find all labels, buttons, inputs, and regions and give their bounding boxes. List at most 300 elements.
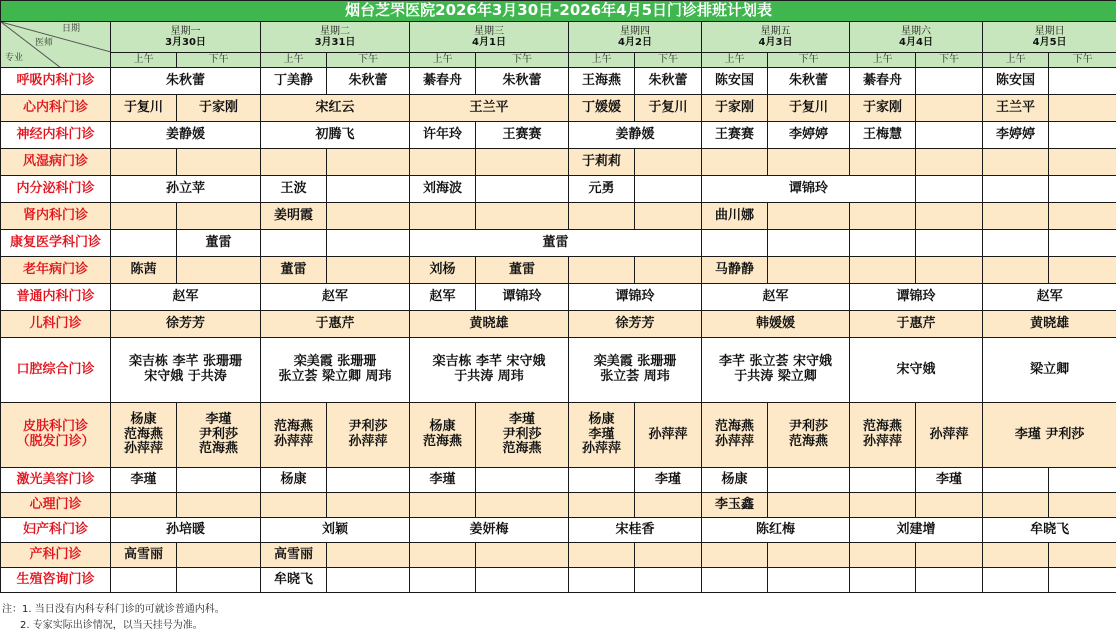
doctor-name-line: 范海燕: [422, 434, 462, 449]
doctor-name-line: 范海燕: [198, 441, 238, 457]
table-row: [1, 257, 1116, 284]
schedule-cell: [111, 149, 177, 176]
schedule-cell: 朱秋蕾: [111, 68, 261, 95]
schedule-cell: [410, 203, 476, 230]
schedule-cell: [916, 68, 983, 95]
schedule-cell: [410, 338, 569, 403]
schedule-cell: 孙培暖: [111, 518, 261, 543]
doctor-name-line: 李瑾: [588, 426, 615, 442]
schedule-cell: 宋红云: [261, 95, 410, 122]
table-row: [1, 203, 1116, 230]
schedule-cell: [768, 403, 850, 468]
corner-doctor-label: 医师: [35, 38, 54, 48]
schedule-cell: 刘建增: [850, 518, 983, 543]
day-header: [983, 22, 1116, 53]
schedule-cell: 曲川娜: [702, 203, 768, 230]
schedule-cell: 于家刚: [177, 95, 261, 122]
table-row: [1, 543, 1116, 568]
schedule-cell: [476, 568, 569, 593]
schedule-cell: [850, 203, 916, 230]
schedule-cell: [111, 338, 261, 403]
department-label: 激光美容门诊: [1, 468, 111, 493]
day-header: [261, 22, 410, 53]
schedule-cell: [702, 543, 768, 568]
schedule-cell: [1049, 493, 1116, 518]
doctor-name-line: 李瑾: [205, 411, 232, 427]
schedule-cell: [983, 568, 1049, 593]
schedule-cell: [916, 176, 983, 203]
schedule-cell: [702, 338, 850, 403]
schedule-cell: [177, 403, 261, 468]
schedule-cell: 陈安国: [702, 68, 768, 95]
schedule-cell: 李婷婷: [768, 122, 850, 149]
schedule-cell: [327, 468, 410, 493]
schedule-cell: 王梅慧: [850, 122, 916, 149]
afternoon-header: 下午: [177, 53, 261, 68]
doctor-name-line: 范海燕: [123, 426, 163, 442]
doctor-name-line: 孙萍萍: [273, 434, 313, 449]
schedule-cell: 李瑾: [111, 468, 177, 493]
schedule-cell: [916, 203, 983, 230]
schedule-cell: [177, 468, 261, 493]
doctor-name-line: 孙萍萍: [348, 434, 388, 449]
date-label: 4月3日: [758, 37, 793, 48]
schedule-cell: [983, 468, 1049, 493]
day-header: [850, 22, 983, 53]
doctor-name-line: 范海燕: [862, 419, 902, 435]
schedule-cell: [850, 257, 916, 284]
schedule-cell: [768, 568, 850, 593]
department-label-line: 皮肤科门诊: [22, 419, 88, 435]
department-label: [1, 403, 111, 468]
doctor-name-line: 范海燕: [788, 434, 828, 449]
doctor-name-line: 栾美霞 张珊珊: [293, 354, 377, 370]
schedule-cell: 李瑾: [635, 468, 702, 493]
weekday-label: 星期一: [170, 25, 201, 37]
schedule-cell: [702, 403, 768, 468]
department-label: 儿科门诊: [1, 311, 111, 338]
page-title: 烟台芝罘医院2026年3月30日-2026年4月5日门诊排班计划表: [1, 1, 1116, 22]
table-row: [1, 122, 1116, 149]
schedule-cell: [1049, 176, 1116, 203]
schedule-cell: [850, 543, 916, 568]
schedule-cell: [1049, 543, 1116, 568]
schedule-cell: 赵军: [983, 284, 1116, 311]
afternoon-header: 下午: [1049, 53, 1116, 68]
schedule-cell: [635, 176, 702, 203]
doctor-name-line: 孙萍萍: [581, 441, 621, 457]
schedule-cell: 于家刚: [702, 95, 768, 122]
doctor-name-line: 栾美霞 张珊珊: [593, 354, 677, 370]
morning-header: 上午: [261, 53, 327, 68]
schedule-cell: [916, 568, 983, 593]
schedule-cell: [768, 257, 850, 284]
day-header: [702, 22, 850, 53]
doctor-name-line: 栾吉栋 李芊 宋守娥: [432, 354, 546, 370]
schedule-cell: 于惠芹: [261, 311, 410, 338]
schedule-cell: 杨康: [702, 468, 768, 493]
date-label: 3月30日: [165, 37, 206, 48]
schedule-cell: 谭锦玲: [569, 284, 702, 311]
schedule-cell: 元勇: [569, 176, 635, 203]
weekday-label: 星期日: [1034, 25, 1065, 37]
department-label-line: （脱发门诊）: [16, 434, 95, 449]
date-label: 4月1日: [472, 37, 506, 48]
doctor-name-line: 宋守娥 于共涛: [144, 369, 227, 384]
afternoon-header: 下午: [768, 53, 850, 68]
doctor-name-line: 李瑾 尹利莎: [1014, 426, 1085, 442]
department-label: 神经内科门诊: [1, 122, 111, 149]
schedule-cell: [850, 468, 916, 493]
schedule-cell: [476, 149, 569, 176]
schedule-cell: [476, 203, 569, 230]
morning-header: 上午: [702, 53, 768, 68]
schedule-cell: [850, 493, 916, 518]
afternoon-header: 下午: [916, 53, 983, 68]
schedule-cell: [327, 203, 410, 230]
schedule-cell: [261, 338, 410, 403]
schedule-cell: [850, 568, 916, 593]
doctor-name-line: 范海燕: [714, 419, 754, 435]
table-row: [1, 493, 1116, 518]
doctor-name-line: 张立荟 梁立卿 周玮: [278, 369, 392, 384]
schedule-cell: [916, 122, 983, 149]
doctor-name-line: 孙萍萍: [714, 434, 754, 449]
schedule-cell: 陈红梅: [702, 518, 850, 543]
schedule-cell: [916, 493, 983, 518]
schedule-cell: [1049, 568, 1116, 593]
doctor-name-line: 栾吉栋 李芊 张珊珊: [128, 354, 243, 370]
schedule-cell: [327, 230, 410, 257]
table-row: [1, 468, 1116, 493]
schedule-cell: 丁美静: [261, 68, 327, 95]
schedule-cell: 于复川: [111, 95, 177, 122]
footnote-1: 注：1. 当日没有内科专科门诊的可就诊普通内科。: [2, 604, 225, 615]
morning-header: 上午: [111, 53, 177, 68]
schedule-cell: [635, 149, 702, 176]
schedule-cell: [327, 257, 410, 284]
schedule-cell: [327, 149, 410, 176]
department-label: 产科门诊: [1, 543, 111, 568]
corner-specialty-label: 专业: [5, 53, 24, 63]
schedule-cell: [1049, 203, 1116, 230]
table-row: [1, 230, 1116, 257]
schedule-cell: [983, 257, 1049, 284]
department-label: 肾内科门诊: [1, 203, 111, 230]
schedule-cell: [177, 149, 261, 176]
schedule-cell: [261, 149, 327, 176]
schedule-cell: [983, 338, 1116, 403]
department-label: 口腔综合门诊: [1, 338, 111, 403]
schedule-cell: 李瑾: [916, 468, 983, 493]
afternoon-header: 下午: [476, 53, 569, 68]
schedule-cell: 董雷: [177, 230, 261, 257]
schedule-cell: [476, 543, 569, 568]
schedule-cell: [410, 493, 476, 518]
doctor-name-line: 尹利莎: [788, 419, 828, 435]
department-label: 呼吸内科门诊: [1, 68, 111, 95]
table-row: [1, 176, 1116, 203]
schedule-cell: 于莉莉: [569, 149, 635, 176]
date-label: 4月2日: [618, 37, 652, 48]
department-label: 老年病门诊: [1, 257, 111, 284]
schedule-cell: [635, 203, 702, 230]
schedule-cell: 马静静: [702, 257, 768, 284]
schedule-cell: [476, 176, 569, 203]
schedule-cell: 杨康: [261, 468, 327, 493]
schedule-cell: 朱秋蕾: [768, 68, 850, 95]
schedule-cell: [1049, 68, 1116, 95]
doctor-name-line: 梁立卿: [1030, 361, 1070, 377]
department-label: 心内科门诊: [1, 95, 111, 122]
day-header: [410, 22, 569, 53]
weekday-label: 星期六: [901, 25, 931, 37]
department-label: 内分泌科门诊: [1, 176, 111, 203]
schedule-cell: [850, 403, 916, 468]
schedule-cell: [327, 493, 410, 518]
schedule-cell: [177, 257, 261, 284]
schedule-cell: 董雷: [261, 257, 327, 284]
schedule-cell: [983, 493, 1049, 518]
schedule-cell: [569, 568, 635, 593]
morning-header: 上午: [410, 53, 476, 68]
schedule-cell: [1049, 230, 1116, 257]
schedule-cell: [177, 543, 261, 568]
doctor-name-line: 尹利莎: [198, 426, 238, 442]
schedule-cell: 于家刚: [850, 95, 916, 122]
schedule-cell: [410, 543, 476, 568]
table-row: [1, 95, 1116, 122]
schedule-cell: 徐芳芳: [111, 311, 261, 338]
doctor-name-line: 孙萍萍: [929, 426, 969, 442]
schedule-cell: 姜静媛: [111, 122, 261, 149]
schedule-cell: 姜明霞: [261, 203, 327, 230]
schedule-cell: [702, 568, 768, 593]
doctor-name-line: 范海燕: [273, 419, 313, 435]
schedule-cell: 于复川: [635, 95, 702, 122]
doctor-name-line: 范海燕: [502, 441, 542, 457]
weekday-label: 星期二: [320, 25, 350, 37]
morning-header: 上午: [850, 53, 916, 68]
schedule-cell: [768, 493, 850, 518]
schedule-cell: 刘颖: [261, 518, 410, 543]
schedule-cell: [111, 568, 177, 593]
schedule-cell: [569, 203, 635, 230]
schedule-cell: 王波: [261, 176, 327, 203]
date-label: 4月5日: [1032, 37, 1067, 48]
schedule-cell: [111, 493, 177, 518]
day-header: [569, 22, 702, 53]
schedule-cell: [916, 403, 983, 468]
schedule-cell: [111, 203, 177, 230]
table-row: [1, 518, 1116, 543]
schedule-cell: [327, 543, 410, 568]
doctor-name-line: 李瑾: [508, 411, 535, 427]
corner-date-label: 日期: [61, 24, 80, 34]
schedule-cell: 初腾飞: [261, 122, 410, 149]
schedule-cell: 王海燕: [569, 68, 635, 95]
schedule-cell: [410, 149, 476, 176]
schedule-cell: [410, 403, 476, 468]
schedule-cell: [635, 493, 702, 518]
table-row: [1, 68, 1116, 95]
department-label: 妇产科门诊: [1, 518, 111, 543]
table-row: [1, 284, 1116, 311]
doctor-name-line: 于共涛 周玮: [454, 369, 524, 384]
schedule-cell: 孙立苹: [111, 176, 261, 203]
schedule-cell: [702, 230, 768, 257]
weekday-label: 星期四: [620, 25, 650, 37]
schedule-cell: 李玉鑫: [702, 493, 768, 518]
doctor-name-line: 杨康: [429, 419, 456, 435]
schedule-cell: [1049, 468, 1116, 493]
schedule-cell: [476, 403, 569, 468]
schedule-cell: [261, 493, 327, 518]
schedule-cell: 朱秋蕾: [327, 68, 410, 95]
schedule-cell: [476, 468, 569, 493]
department-label: 风湿病门诊: [1, 149, 111, 176]
schedule-cell: [177, 568, 261, 593]
schedule-cell: [768, 149, 850, 176]
schedule-cell: [635, 568, 702, 593]
schedule-cell: [569, 257, 635, 284]
schedule-cell: 高雪丽: [261, 543, 327, 568]
doctor-name-line: 孙萍萍: [648, 426, 688, 442]
schedule-cell: 于复川: [768, 95, 850, 122]
schedule-cell: [916, 257, 983, 284]
schedule-cell: [983, 176, 1049, 203]
doctor-name-line: 孙萍萍: [123, 441, 163, 457]
schedule-cell: [850, 149, 916, 176]
schedule-cell: [177, 493, 261, 518]
schedule-cell: 朱秋蕾: [635, 68, 702, 95]
schedule-cell: [569, 493, 635, 518]
footnotes: [2, 602, 225, 634]
schedule-cell: [111, 403, 177, 468]
table-row: [1, 568, 1116, 593]
schedule-cell: [916, 149, 983, 176]
schedule-cell: 赵军: [111, 284, 261, 311]
schedule-cell: [1049, 122, 1116, 149]
footnote-2: 2. 专家实际出诊情况，以当天挂号为准。: [20, 620, 203, 631]
schedule-cell: 谭锦玲: [476, 284, 569, 311]
morning-header: 上午: [569, 53, 635, 68]
schedule-cell: [410, 568, 476, 593]
schedule-cell: 王兰平: [983, 95, 1049, 122]
table-row: [1, 403, 1116, 468]
doctor-name-line: 孙萍萍: [862, 434, 902, 449]
schedule-cell: [1049, 257, 1116, 284]
schedule-cell: [635, 543, 702, 568]
schedule-cell: [327, 176, 410, 203]
schedule-cell: 姜静媛: [569, 122, 702, 149]
schedule-cell: [569, 338, 702, 403]
afternoon-header: 下午: [635, 53, 702, 68]
weekday-label: 星期三: [474, 25, 504, 37]
schedule-cell: [983, 403, 1116, 468]
schedule-cell: [635, 403, 702, 468]
morning-header: 上午: [983, 53, 1049, 68]
department-label: 生殖咨询门诊: [1, 568, 111, 593]
schedule-cell: 李瑾: [410, 468, 476, 493]
schedule-cell: 姜妍梅: [410, 518, 569, 543]
schedule-cell: 高雪丽: [111, 543, 177, 568]
schedule-cell: 于惠芹: [850, 311, 983, 338]
schedule-cell: [569, 543, 635, 568]
schedule-cell: [702, 149, 768, 176]
doctor-name-line: 尹利莎: [502, 426, 542, 442]
schedule-cell: [261, 230, 327, 257]
schedule-cell: [916, 543, 983, 568]
schedule-cell: [850, 338, 983, 403]
doctor-name-line: 宋守娥: [896, 361, 936, 377]
schedule-cell: [327, 403, 410, 468]
schedule-cell: 徐芳芳: [569, 311, 702, 338]
schedule-cell: [983, 203, 1049, 230]
schedule-cell: 董雷: [410, 230, 702, 257]
schedule-cell: 王赛赛: [476, 122, 569, 149]
department-label: 普通内科门诊: [1, 284, 111, 311]
doctor-name-line: 杨康: [130, 411, 157, 427]
schedule-cell: 牟晓飞: [261, 568, 327, 593]
schedule-cell: [916, 230, 983, 257]
schedule-cell: [569, 468, 635, 493]
schedule-cell: 谭锦玲: [850, 284, 983, 311]
doctor-name-line: 杨康: [588, 411, 615, 427]
schedule-cell: 赵军: [702, 284, 850, 311]
schedule-cell: [983, 230, 1049, 257]
schedule-cell: 陈安国: [983, 68, 1049, 95]
schedule-cell: 刘海波: [410, 176, 476, 203]
schedule-cell: [850, 230, 916, 257]
schedule-cell: 王赛赛: [702, 122, 768, 149]
schedule-cell: [768, 203, 850, 230]
schedule-cell: [768, 230, 850, 257]
schedule-cell: [768, 543, 850, 568]
schedule-cell: [1049, 95, 1116, 122]
doctor-name-line: 张立荟 周玮: [600, 369, 670, 384]
schedule-cell: [327, 568, 410, 593]
schedule-cell: 赵军: [261, 284, 410, 311]
table-row: [1, 149, 1116, 176]
schedule-cell: 黄晓雄: [983, 311, 1116, 338]
schedule-cell: 宋桂香: [569, 518, 702, 543]
schedule-cell: 谭锦玲: [702, 176, 916, 203]
schedule-cell: [768, 468, 850, 493]
schedule-cell: [916, 95, 983, 122]
doctor-name-line: 李芊 张立荟 宋守娥: [718, 354, 833, 370]
department-label: 康复医学科门诊: [1, 230, 111, 257]
schedule-cell: [177, 203, 261, 230]
schedule-cell: 刘杨: [410, 257, 476, 284]
schedule-cell: [261, 403, 327, 468]
date-label: 3月31日: [314, 37, 356, 48]
schedule-cell: [635, 257, 702, 284]
afternoon-header: 下午: [327, 53, 410, 68]
schedule-cell: 韩媛媛: [702, 311, 850, 338]
table-row: [1, 311, 1116, 338]
schedule-cell: 李婷婷: [983, 122, 1049, 149]
schedule-cell: 牟晓飞: [983, 518, 1116, 543]
schedule-cell: 朱秋蕾: [476, 68, 569, 95]
schedule-cell: 綦春舟: [410, 68, 476, 95]
schedule-cell: 王兰平: [410, 95, 569, 122]
schedule-cell: [476, 493, 569, 518]
weekday-label: 星期五: [760, 25, 791, 37]
schedule-cell: [983, 543, 1049, 568]
schedule-cell: [111, 230, 177, 257]
schedule-cell: [983, 149, 1049, 176]
